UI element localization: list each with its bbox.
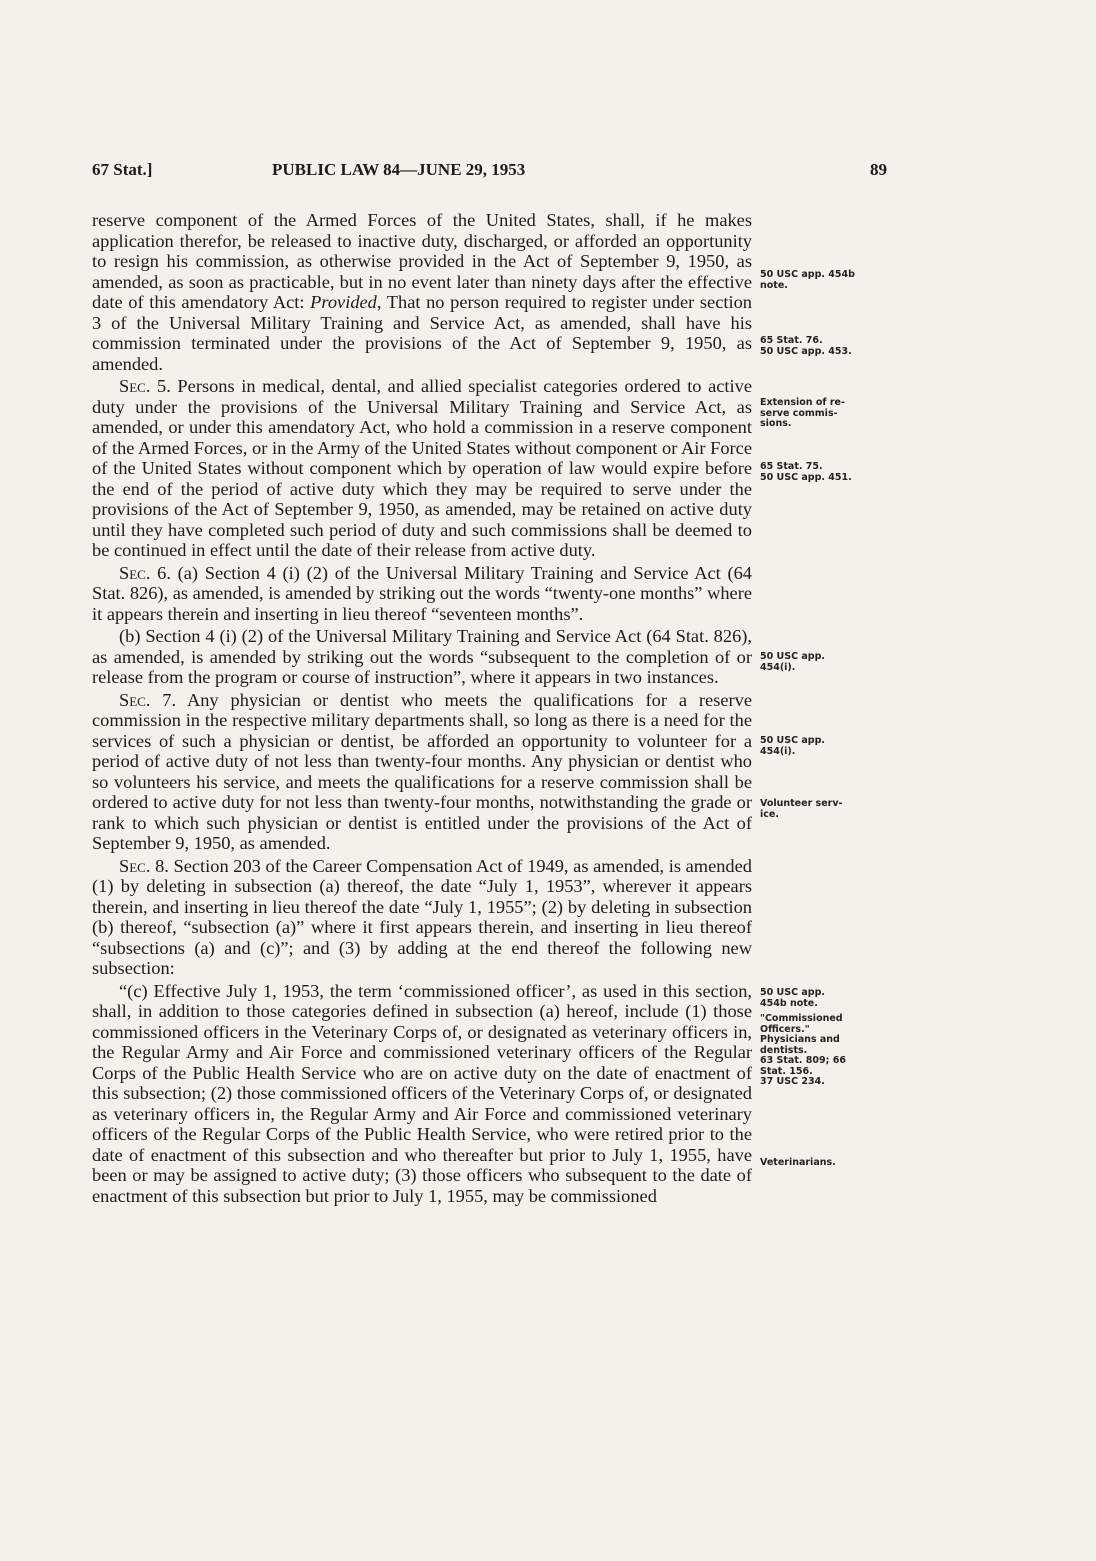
margin-note-topic: Extension of re- serve commis- sions.	[760, 397, 845, 429]
proviso-term: Provided	[310, 292, 377, 312]
section-6b	[92, 626, 752, 688]
margin-note-citation: 50 USC app. 454(i).	[760, 735, 825, 757]
paragraph-text: 5. Persons in medical, dental, and allied specialist categories ordered to active duty under the provisions of the Universal Military Training and Service Act, as amended, or under this amendatory Act, who hold a commission in a reserve component of the Armed Forces, or in the Army of the United States without component or Air Force of the United States without component which by operation of law would expire before the end of the period of active duty which they may be required to serve under the provisions of the Act of September 9, 1950, as amended, may be retained on active duty until they have completed such period of duty and such commissions shall be deemed to be continued in effect until the date of their release from active duty.	[92, 376, 752, 560]
section-6a	[92, 563, 752, 625]
margin-note-topic: Veterinarians.	[760, 1157, 836, 1168]
paragraph	[92, 210, 752, 374]
section-label: Sec.	[119, 855, 151, 876]
running-title: PUBLIC LAW 84—JUNE 29, 1953	[272, 160, 526, 179]
paragraph-text: reserve component of the Armed Forces of the United States, shall, if he makes application therefor, be released to inactive duty, discharged, or afforded an opportunity to resign his commission, as otherwise provided in the Act of September 9, 1950, as amended, as soon as practicable, but in no event later than ninety days after the effective date of this amendatory Act:	[92, 210, 752, 312]
page-header	[92, 160, 892, 186]
margin-note-citation: 50 USC app. 454b note.	[760, 987, 825, 1009]
law-text	[92, 210, 752, 1208]
subsection-c	[92, 981, 752, 1207]
section-8	[92, 856, 752, 979]
paragraph-text: 6. (a) Section 4 (i) (2) of the Universal Military Training and Service Act (64 Stat. 826), as amended, is amended by striking out the words “twenty-one months” where it appears therein and inserting in lieu thereof “seventeen months”.	[92, 562, 752, 624]
paragraph-text: , That no person required to register under section 3 of the Universal Military Training and Service Act, as amended, shall have his commission terminated under the provisions of the Act of September 9, 1950, as amended.	[92, 292, 752, 374]
section-label: Sec.	[119, 562, 151, 583]
section-label: Sec.	[119, 689, 151, 710]
section-5	[92, 376, 752, 561]
margin-note-citation: 50 USC app. 454b note.	[760, 269, 855, 291]
margin-note-citation: 65 Stat. 76. 50 USC app. 453.	[760, 335, 852, 357]
paragraph-text: “(c) Effective July 1, 1953, the term ‘commissioned officer’, as used in this section, shall, in addition to those categories defined in subsection (a) hereof, include (1) those commissioned officers in the Veterinary Corps of, or designated as veterinary officers in, the Regular Army and Air Force and commissioned veterinary officers of the Regular Corps of the Public Health Service who are on active duty on the date of enactment of this subsection; (2) those commissioned officers of the Veterinary Corps of, or designated as veterinary officers in, the Regular Army and Air Force and commissioned veterinary officers of the Regular Corps of the Public Health Service, who were retired prior to the date of enactment of this subsection and who thereafter but prior to July 1, 1955, have been or may be assigned to active duty; (3) those officers who subsequent to the date of enactment of this subsection but prior to July 1, 1955, may be commissioned	[92, 980, 752, 1206]
page-number: 89	[870, 160, 887, 179]
margin-note-topic: Volunteer serv- ice.	[760, 798, 843, 820]
statute-volume: 67 Stat.]	[92, 160, 153, 179]
margin-note-definitions: "Commissioned Officers." Physicians and dentists. 63 Stat. 809; 66 Stat. 156. 37 USC 234.	[760, 1013, 846, 1087]
paragraph-text: 7. Any physician or dentist who meets the qualifications for a reserve commission in the respective military departments shall, so long as there is a need for the services of such a physician or dentist, be afforded an opportunity to volunteer for a period of active duty of not less than twenty-four months. Any physician or dentist who so volunteers his service, and meets the qualifications for a reserve commission shall be ordered to active duty for not less than twenty-four months, notwithstanding the grade or rank to which such physician or dentist is entitled under the provisions of the Act of September 9, 1950, as amended.	[92, 689, 752, 853]
section-label: Sec.	[119, 376, 151, 396]
paragraph-text: 8. Section 203 of the Career Compensation Act of 1949, as amended, is amended (1) by deleting in subsection (a) thereof, the date “July 1, 1953”, wherever it appears therein, and inserting in lieu thereof the date “July 1, 1955”; (2) by deleting in subsection (b) thereof, “subsection (a)” where it first appears therein, and inserting in lieu thereof “subsections (a) and (c)”; and (3) by adding at the end thereof the following new subsection:	[92, 855, 752, 978]
section-7	[92, 690, 752, 854]
margin-note-citation: 65 Stat. 75. 50 USC app. 451.	[760, 461, 852, 483]
margin-note-citation: 50 USC app. 454(i).	[760, 651, 825, 673]
paragraph-text: (b) Section 4 (i) (2) of the Universal Military Training and Service Act (64 Stat. 826), as amended, is amended by striking out the words “subsequent to the completion of or release from the program or course of instruction”, where it appears in two instances.	[92, 626, 752, 687]
